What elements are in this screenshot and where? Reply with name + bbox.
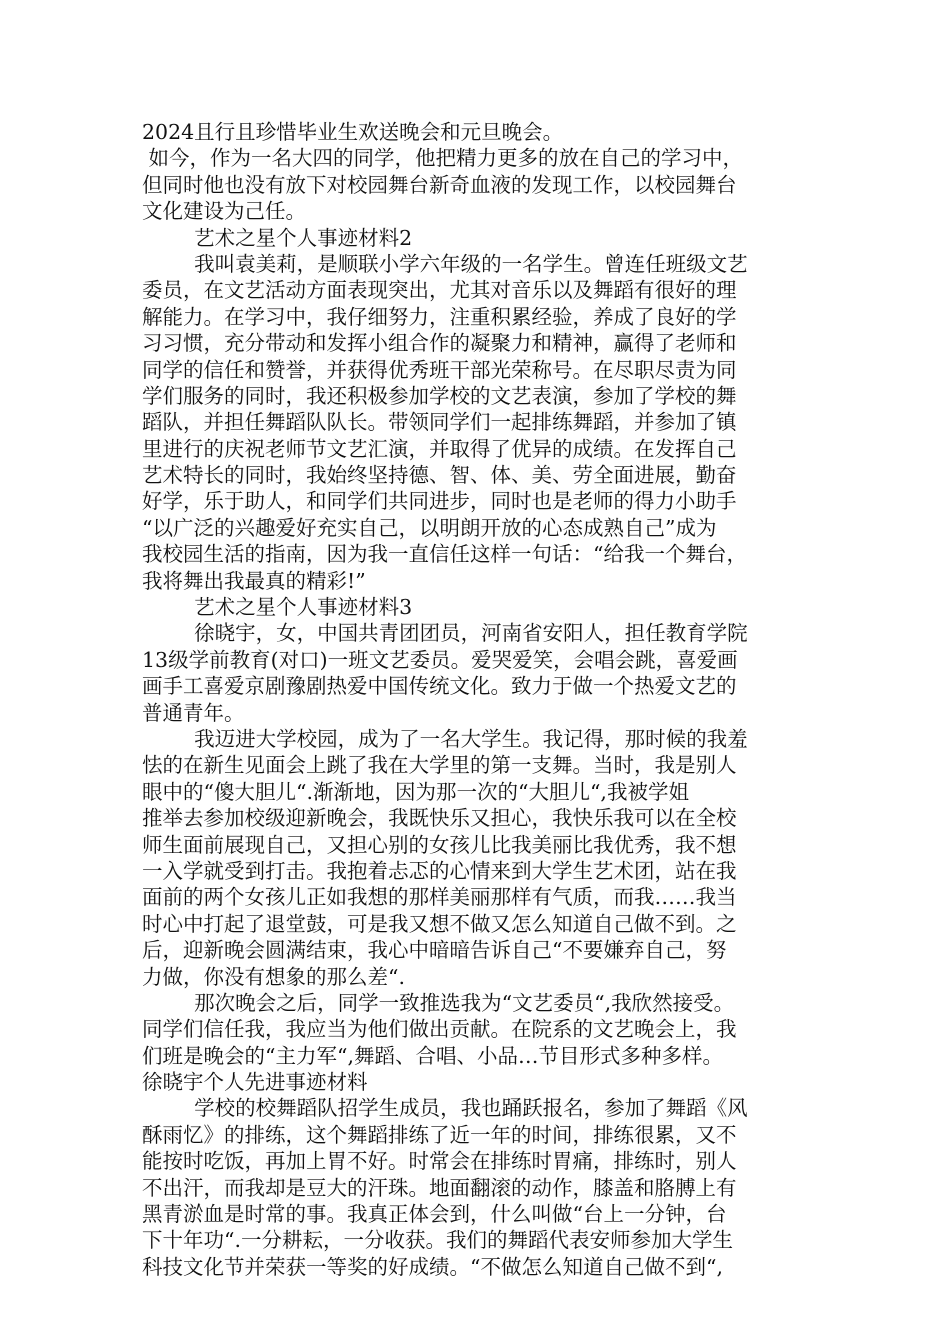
- text-line: 里进行的庆祝老师节文艺汇演，并取得了优异的成绩。在发挥自己: [142, 436, 737, 461]
- text-line: 徐晓宇，女，中国共青团团员，河南省安阳人，担任教育学院: [142, 621, 748, 646]
- text-line: 科技文化节并荣获一等奖的好成绩。“不做怎么知道自己做不到“,: [142, 1254, 723, 1279]
- text-line: 能按时吃饭，再加上胃不好。时常会在排练时胃痛，排练时，别人: [142, 1149, 737, 1174]
- text-line: 13级学前教育(对口)一班文艺委员。爱哭爱笑，会唱会跳，喜爱画: [142, 647, 738, 672]
- text-line: 画手工喜爱京剧豫剧热爱中国传统文化。致力于做一个热爱文艺的: [142, 674, 737, 699]
- text-line: 委员，在文艺活动方面表现突出，尤其对音乐以及舞蹈有很好的理: [142, 278, 737, 303]
- text-line: “以广泛的兴趣爱好充实自己，以明朗开放的心态成熟自己”成为: [142, 515, 717, 540]
- text-line: 艺术特长的同时，我始终坚持德、智、体、美、劳全面进展，勤奋: [142, 463, 737, 488]
- text-line: 后，迎新晚会圆满结束，我心中暗暗告诉自己“不要嫌弃自己，努: [142, 938, 727, 963]
- text-line: 文化建设为己任。: [142, 199, 306, 224]
- text-line: 2024且行且珍惜毕业生欢送晚会和元旦晚会。: [142, 120, 564, 144]
- text-line: 黑青淤血是时常的事。我真正体会到，什么叫做“台上一分钟，台: [142, 1202, 727, 1227]
- text-line: 师生面前展现自己，又担心别的女孩儿比我美丽比我优秀，我不想: [142, 832, 737, 857]
- text-line: 我将舞出我最真的精彩!”: [142, 568, 366, 593]
- text-line: 解能力。在学习中，我仔细努力，注重积累经验，养成了良好的学: [142, 304, 737, 329]
- text-line: 一入学就受到打击。我抱着忐忑的心情来到大学生艺术团，站在我: [142, 858, 737, 883]
- text-line: 习习惯，充分带动和发挥小组合作的凝聚力和精神，赢得了老师和: [142, 331, 737, 356]
- text-line: 徐晓宇个人先进事迹材料: [142, 1070, 368, 1095]
- text-line: 如今，作为一名大四的同学，他把精力更多的放在自己的学习中，: [142, 146, 744, 171]
- text-line: 们班是晚会的“主力军“,舞蹈、合唱、小品…节目形式多种多样。: [142, 1043, 723, 1068]
- text-line: 力做，你没有想象的那么差“.: [142, 964, 405, 989]
- text-line: 那次晚会之后，同学一致推选我为“文艺委员“,我欣然接受。: [142, 990, 735, 1015]
- text-line: 普通青年。: [142, 700, 245, 725]
- text-line: 时心中打起了退堂鼓，可是我又想不做又怎么知道自己做不到。之: [142, 911, 737, 936]
- text-line: 我迈进大学校园，成为了一名大学生。我记得，那时候的我羞: [142, 726, 748, 751]
- text-line: 推举去参加校级迎新晚会，我既快乐又担心，我快乐我可以在全校: [142, 806, 737, 831]
- text-line: 学校的校舞蹈队招学生成员，我也踊跃报名，参加了舞蹈《风: [142, 1096, 748, 1121]
- text-line: 眼中的“傻大胆儿“.渐渐地，因为那一次的“大胆儿“,我被学姐: [142, 779, 689, 804]
- text-line: 不出汗，而我却是豆大的汗珠。地面翻滚的动作，膝盖和胳膊上有: [142, 1175, 737, 1200]
- document-body: [142, 119, 842, 1280]
- text-line: 我校园生活的指南，因为我一直信任这样一句话：“给我一个舞台，: [142, 542, 747, 567]
- text-line: 好学，乐于助人，和同学们共同进步，同时也是老师的得力小助手: [142, 489, 737, 514]
- text-line: 艺术之星个人事迹材料2: [142, 225, 413, 250]
- text-line: 同学的信任和赞誉，并获得优秀班干部光荣称号。在尽职尽责为同: [142, 357, 737, 382]
- text-line: 我叫袁美莉，是顺联小学六年级的一名学生。曾连任班级文艺: [142, 251, 748, 276]
- text-line: 下十年功“.一分耕耘，一分收获。我们的舞蹈代表安师参加大学生: [142, 1228, 733, 1253]
- text-line: 艺术之星个人事迹材料3: [142, 595, 413, 620]
- text-line: 同学们信任我，我应当为他们做出贡献。在院系的文艺晚会上，我: [142, 1017, 737, 1042]
- text-line: 怯的在新生见面会上跳了我在大学里的第一支舞。当时，我是别人: [142, 753, 737, 778]
- text-line: 蹈队，并担任舞蹈队队长。带领同学们一起排练舞蹈，并参加了镇: [142, 410, 737, 435]
- text-line: 面前的两个女孩儿正如我想的那样美丽那样有气质，而我……我当: [142, 885, 737, 910]
- text-line: 酥雨忆》的排练，这个舞蹈排练了近一年的时间，排练很累，又不: [142, 1122, 737, 1147]
- text-line: 学们服务的同时，我还积极参加学校的文艺表演，参加了学校的舞: [142, 383, 737, 408]
- text-line: 但同时他也没有放下对校园舞台新奇血液的发现工作，以校园舞台: [142, 172, 737, 197]
